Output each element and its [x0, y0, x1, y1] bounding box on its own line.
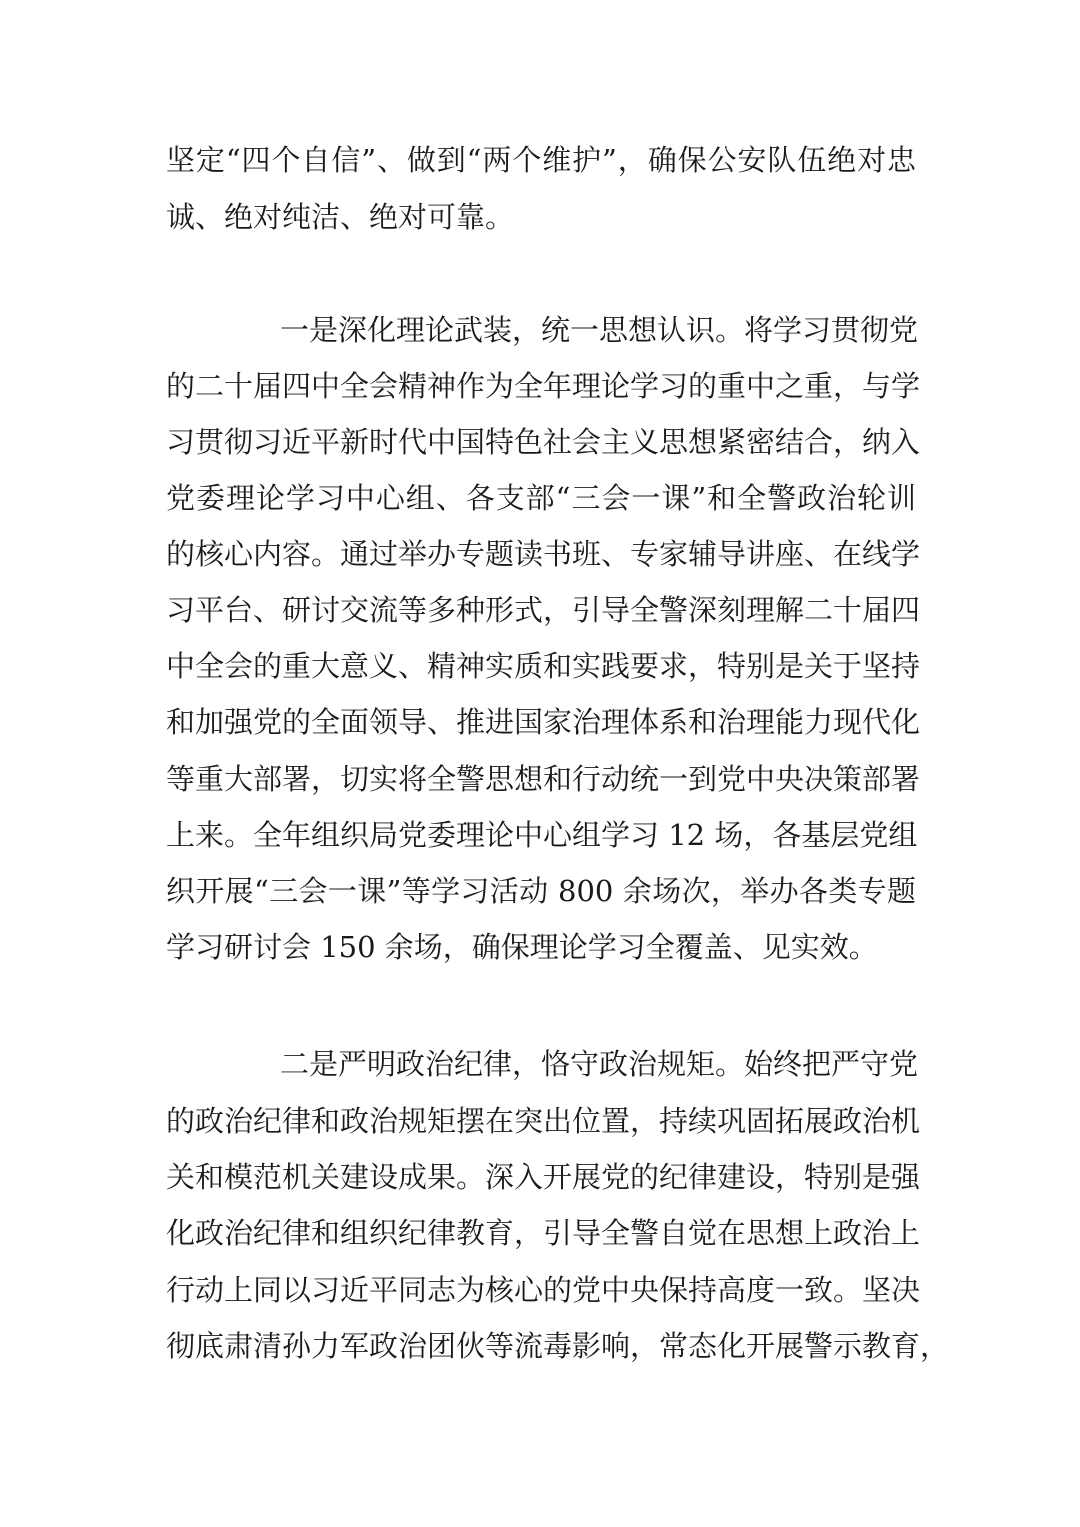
text-line: 行动上同以习近平同志为核心的党中央保持高度一致。坚决 — [166, 1273, 921, 1307]
text-line: 上来。全年组织局党委理论中心组学习 12 场，各基层党组 — [166, 818, 918, 852]
text-line: 的核心内容。通过举办专题读书班、专家辅导讲座、在线学 — [166, 537, 921, 571]
text-line: 彻底肃清孙力军政治团伙等流毒影响，常态化开展警示教育， — [166, 1329, 950, 1363]
text-line: 诚、绝对纯洁、绝对可靠。 — [166, 200, 515, 234]
text-line: 和加强党的全面领导、推进国家治理体系和治理能力现代化 — [166, 705, 921, 739]
text-line: 习贯彻习近平新时代中国特色社会主义思想紧密结合，纳入 — [166, 425, 921, 459]
text-line: 习平台、研讨交流等多种形式，引导全警深刻理解二十届四 — [166, 593, 921, 627]
paragraph-heading-line: 一是深化理论武装，统一思想认识。将学习贯彻党 — [280, 313, 919, 347]
text-line: 坚定“四个自信”、做到“两个维护”，确保公安队伍绝对忠 — [166, 143, 916, 177]
text-line: 中全会的重大意义、精神实质和实践要求，特别是关于坚持 — [166, 649, 921, 683]
text-line: 的政治纪律和政治规矩摆在突出位置，持续巩固拓展政治机 — [166, 1104, 921, 1138]
text-line: 的二十届四中全会精神作为全年理论学习的重中之重，与学 — [166, 369, 921, 403]
text-line: 化政治纪律和组织纪律教育，引导全警自觉在思想上政治上 — [166, 1216, 921, 1250]
text-line: 等重大部署，切实将全警思想和行动统一到党中央决策部署 — [166, 762, 921, 796]
paragraph-heading-line: 二是严明政治纪律，恪守政治规矩。始终把严守党 — [280, 1047, 919, 1081]
text-line: 织开展“三会一课”等学习活动 800 余场次，举办各类专题 — [166, 874, 916, 908]
text-line: 党委理论学习中心组、各支部“三会一课”和全警政治轮训 — [166, 481, 916, 515]
text-line: 关和模范机关建设成果。深入开展党的纪律建设，特别是强 — [166, 1160, 921, 1194]
text-line: 学习研讨会 150 余场，确保理论学习全覆盖、见实效。 — [166, 930, 878, 964]
